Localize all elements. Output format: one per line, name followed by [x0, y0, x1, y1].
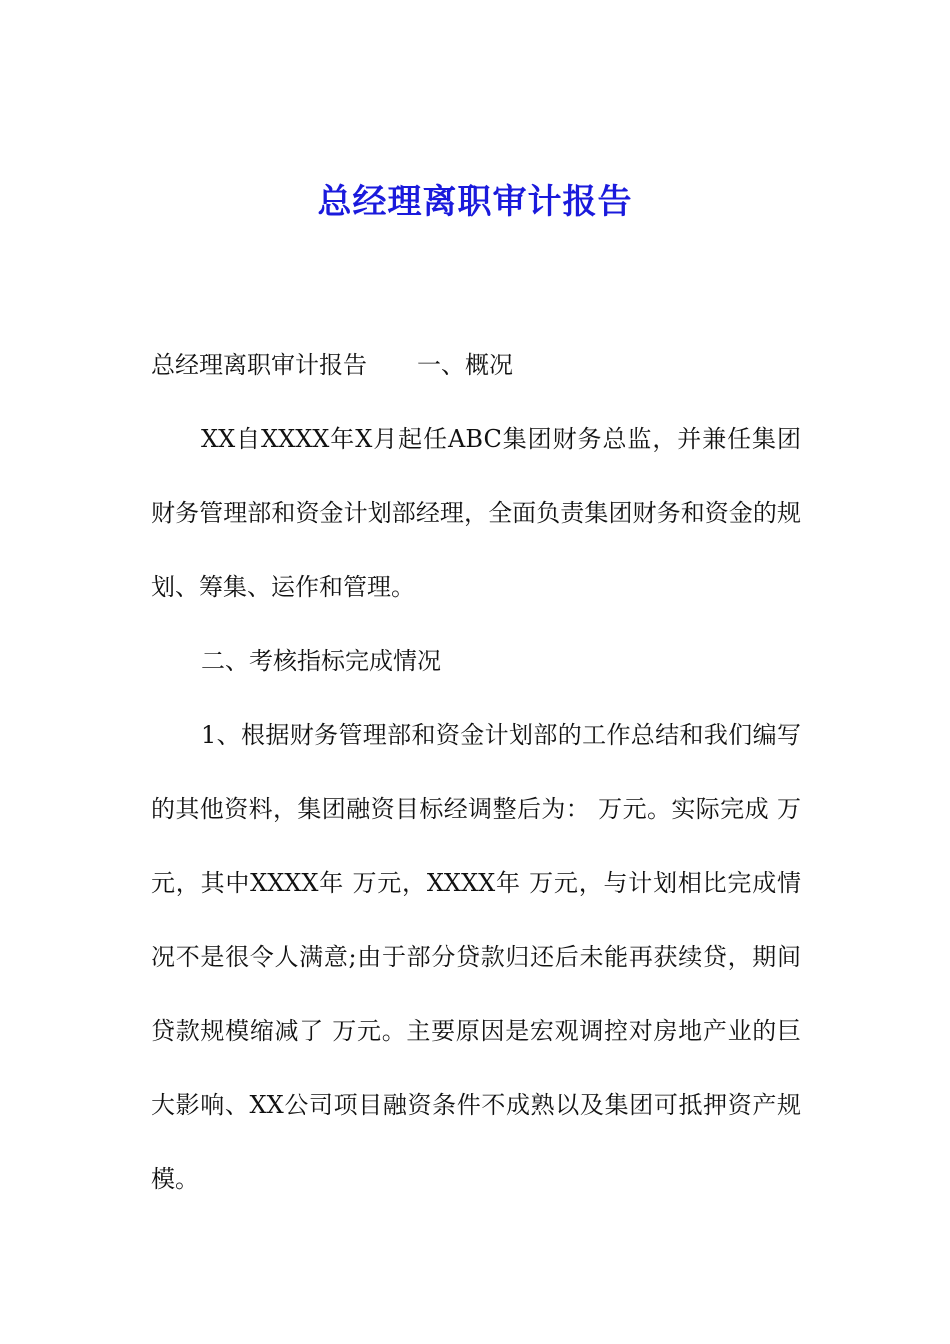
intro-line [151, 328, 801, 402]
paragraph-financing: 1、根据财务管理部和资金计划部的工作总结和我们编写的其他资料，集团融资目标经调整后为： 万元。实际完成 万元，其中XXXX年 万元，XXXX年 万元，与计划相比完成情况不是很令人满意;由于部分贷款归还后未能再获续贷，期间贷款规模缩减了 万元。主要原因是宏观调控对房地产业的巨大影响、XX公司项目融资条件不成熟以及集团可抵押资产规模。 [151, 721, 801, 1193]
intro-lead: 总经理离职审计报告 [151, 351, 367, 379]
section1-heading: 一、概况 [417, 351, 513, 379]
section2-heading: 二、考核指标完成情况 [201, 647, 441, 675]
paragraph-overview: XX自XXXX年X月起任ABC集团财务总监，并兼任集团财务管理部和资金计划部经理，全面负责集团财务和资金的规划、筹集、运作和管理。 [151, 425, 801, 601]
document-title: 总经理离职审计报告 [317, 182, 633, 222]
document-body [151, 328, 801, 1216]
